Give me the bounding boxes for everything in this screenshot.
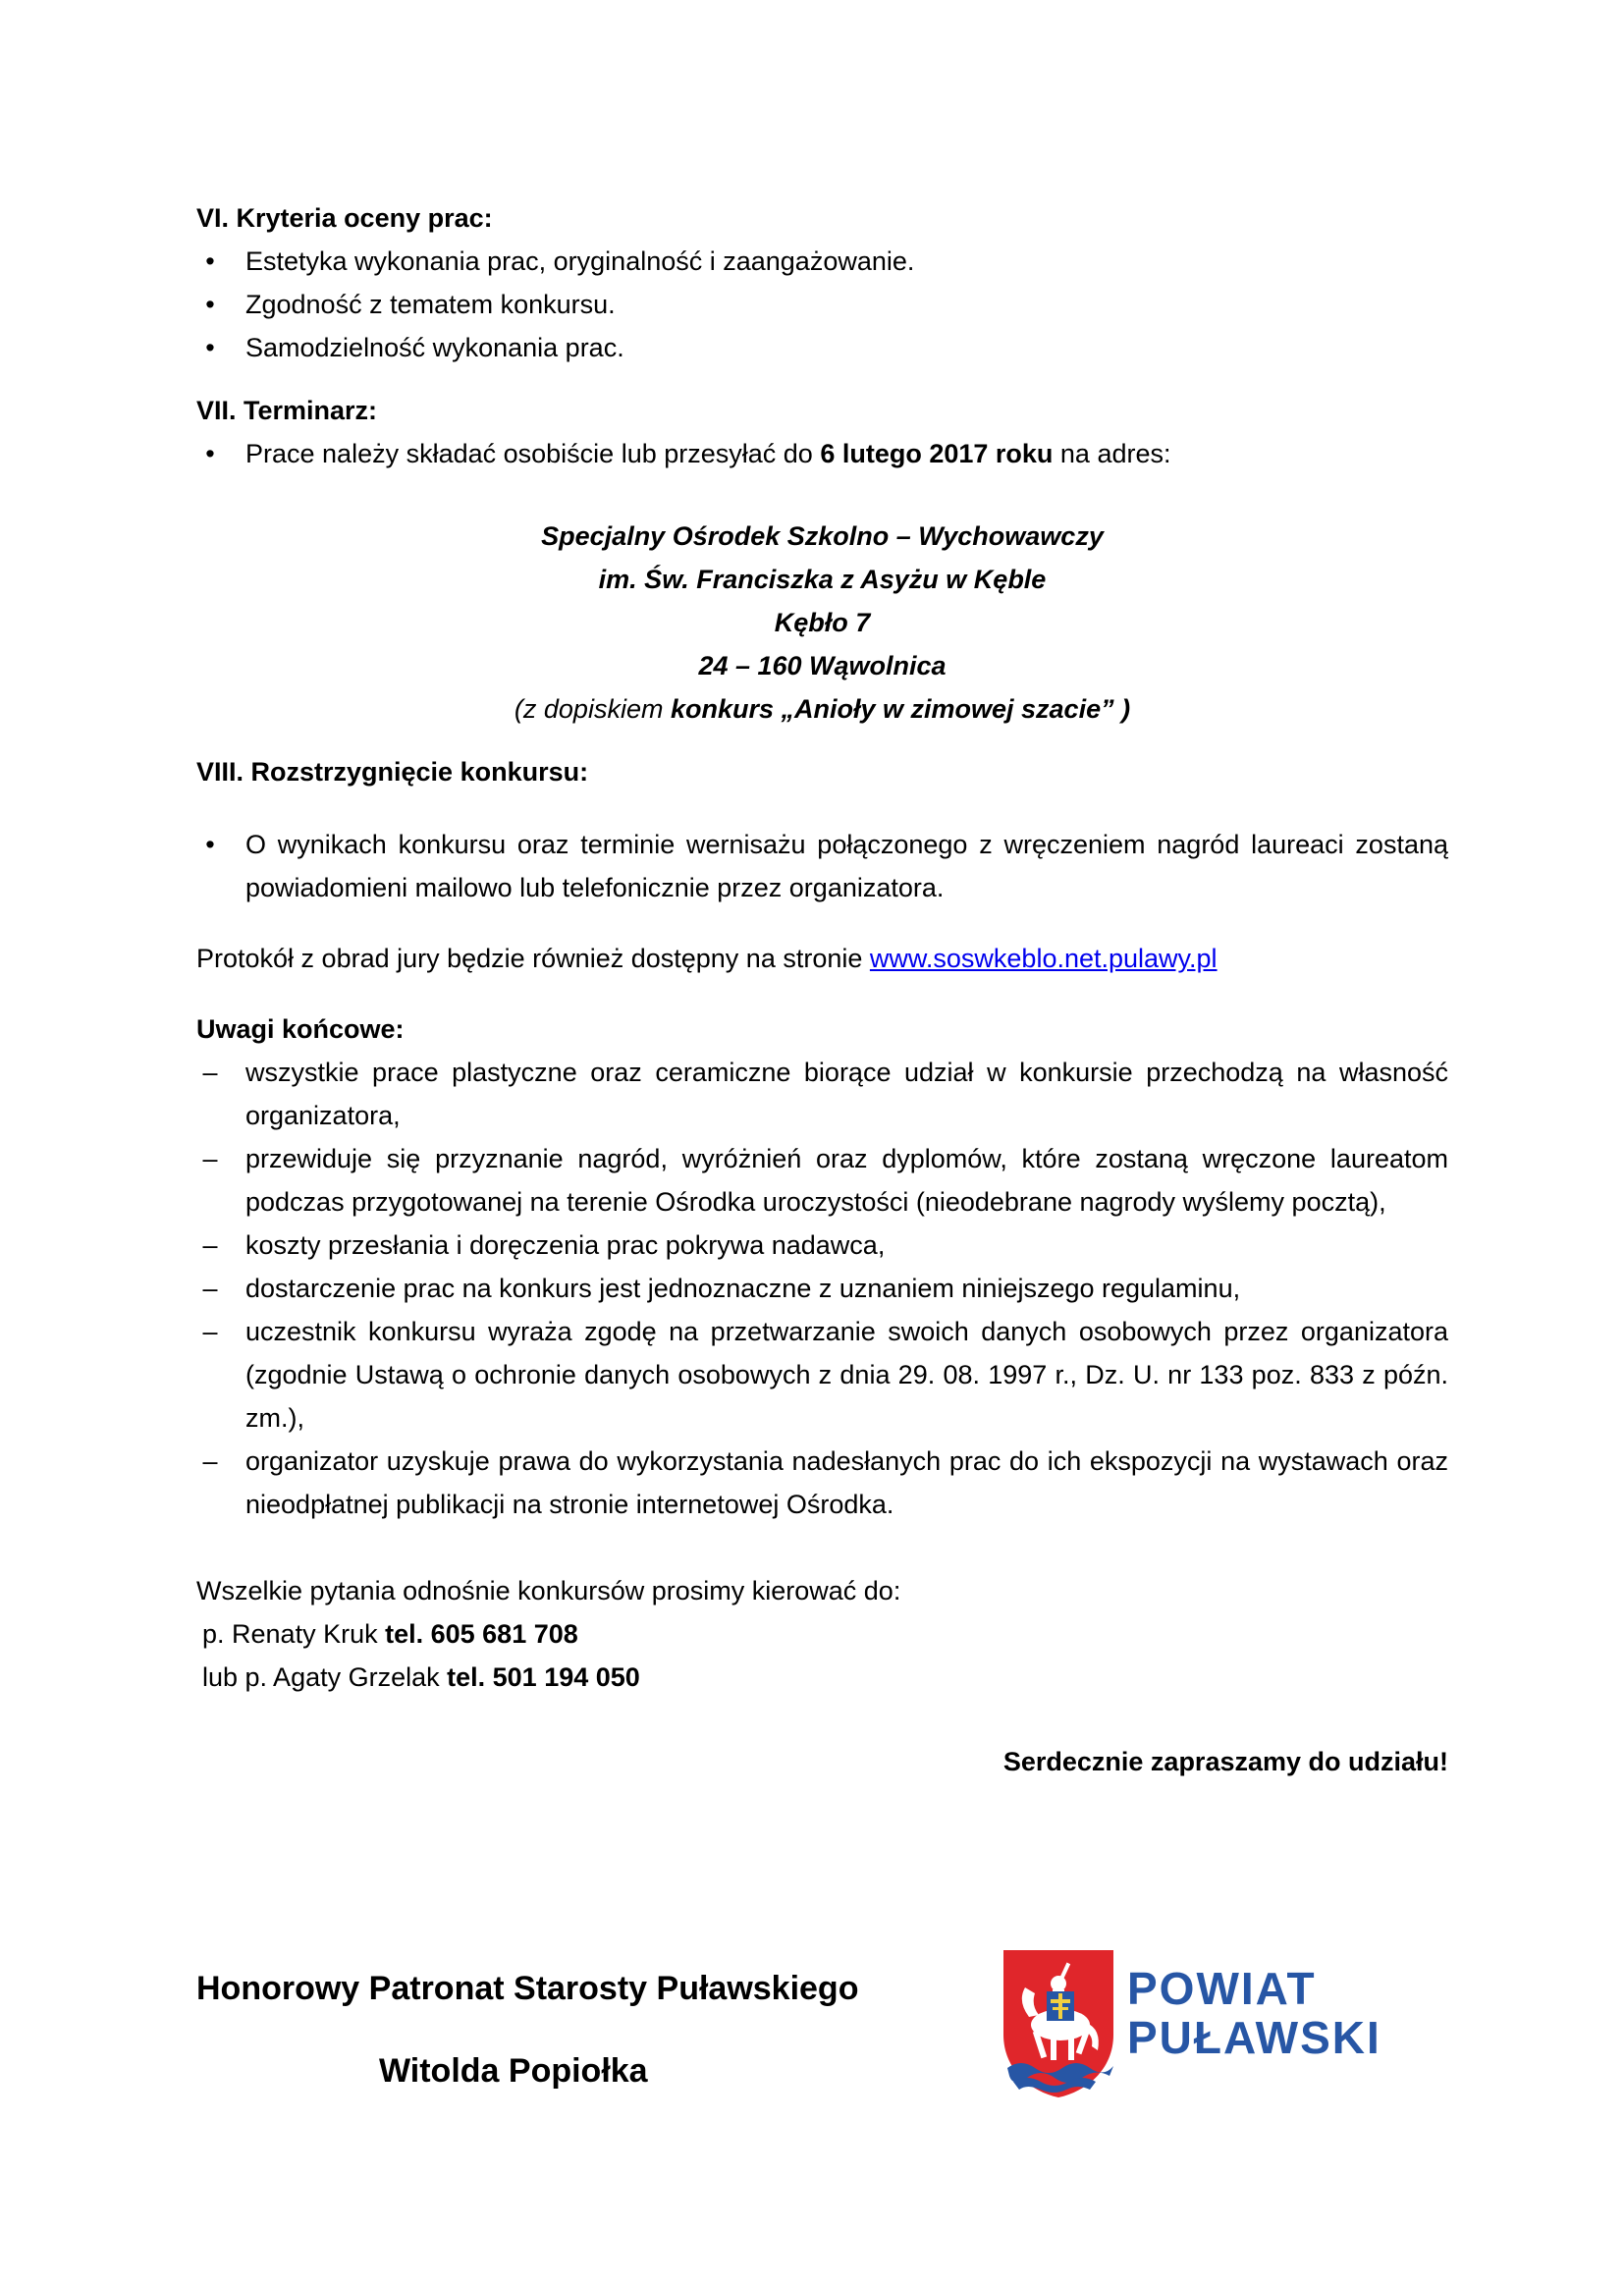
dash-icon: – [202, 1144, 218, 1173]
contact-person: lub p. Agaty Grzelak tel. 501 194 050 [202, 1662, 640, 1692]
section-6-heading: VI. Kryteria oceny prac: [196, 203, 493, 233]
bullet-icon: • [205, 830, 215, 859]
address-line: im. Św. Franciszka z Asyżu w Kęble [598, 565, 1047, 594]
list-item: – przewiduje się przyznanie nagród, wyróżnień oraz dyplomów, które zostaną wręczone laureatom podczas przygotowanej na terenie Ośrodka uroczystości (nieodebrane nagrody wyślemy pocztą), [196, 1137, 1448, 1224]
address-line: (z dopiskiem konkurs „Anioły w zimowej szacie” ) [514, 694, 1131, 724]
document-body [196, 196, 1448, 1783]
list-item: – wszystkie prace plastyczne oraz ceramiczne biorące udział w konkursie przechodzą na własność organizatora, [196, 1051, 1448, 1137]
list-item: • Estetyka wykonania prac, oryginalność i zaangażowanie. [196, 240, 1448, 283]
patronage-title: Honorowy Patronat Starosty Puławskiego [196, 1970, 859, 2007]
phone-number: tel. 605 681 708 [385, 1619, 578, 1649]
coat-of-arms-icon [1000, 1944, 1117, 2101]
contact-person: p. Renaty Kruk tel. 605 681 708 [202, 1619, 578, 1649]
dash-icon: – [202, 1317, 218, 1346]
address-line: Kębło 7 [774, 608, 871, 637]
contact-intro: Wszelkie pytania odnośnie konkursów prosimy kierować do: [196, 1576, 901, 1605]
dash-icon: – [202, 1230, 218, 1260]
bullet-icon: • [205, 333, 215, 362]
section-8-list [196, 823, 1448, 909]
dash-icon: – [202, 1446, 218, 1476]
list-item: • Samodzielność wykonania prac. [196, 326, 1448, 369]
remarks-list [196, 1051, 1448, 1526]
logo-text: POWIAT PUŁAWSKI [1127, 1963, 1381, 2063]
list-item: – dostarczenie prac na konkurs jest jednoznaczne z uznaniem niniejszego regulaminu, [196, 1267, 1448, 1310]
bullet-icon: • [205, 439, 215, 468]
patronage-name: Witolda Popiołka [379, 2052, 648, 2090]
list-item: – koszty przesłania i doręczenia prac pokrywa nadawca, [196, 1224, 1448, 1267]
section-7-list [196, 432, 1448, 475]
deadline-date: 6 lutego 2017 roku [820, 439, 1054, 468]
list-item: • Prace należy składać osobiście lub przesyłać do 6 lutego 2017 roku na adres: [196, 432, 1448, 475]
list-item: – uczestnik konkursu wyraża zgodę na przetwarzanie swoich danych osobowych przez organizatora (zgodnie Ustawą o ochronie danych osobowych z dnia 29. 08. 1997 r., Dz. U. nr 133 poz. 833 z późn. zm.), [196, 1310, 1448, 1440]
section-7-heading: VII. Terminarz: [196, 396, 378, 425]
section-8-heading: VIII. Rozstrzygnięcie konkursu: [196, 757, 589, 787]
address-line: 24 – 160 Wąwolnica [698, 651, 947, 680]
dash-icon: – [202, 1058, 218, 1087]
phone-number: tel. 501 194 050 [447, 1662, 640, 1692]
section-6-list [196, 240, 1448, 369]
website-link[interactable]: www.soswkeblo.net.pulawy.pl [869, 944, 1218, 973]
remarks-heading: Uwagi końcowe: [196, 1014, 405, 1044]
address-line: Specjalny Ośrodek Szkolno – Wychowawczy [541, 521, 1104, 551]
protocol-paragraph: Protokół z obrad jury będzie również dostępny na stronie www.soswkeblo.net.pulawy.pl [196, 944, 1218, 973]
list-item: • Zgodność z tematem konkursu. [196, 283, 1448, 326]
powiat-pulawski-logo [1000, 1944, 1381, 2101]
list-item: • O wynikach konkursu oraz terminie wernisażu połączonego z wręczeniem nagród laureaci zostaną powiadomieni mailowo lub telefonicznie przez organizatora. [196, 823, 1448, 909]
dash-icon: – [202, 1274, 218, 1303]
bullet-icon: • [205, 290, 215, 319]
list-item: – organizator uzyskuje prawa do wykorzystania nadesłanych prac do ich ekspozycji na wystawach oraz nieodpłatnej publikacji na stronie internetowej Ośrodka. [196, 1440, 1448, 1526]
address-block [196, 515, 1448, 731]
closing-invitation: Serdecznie zapraszamy do udziału! [1002, 1747, 1448, 1776]
bullet-icon: • [205, 246, 215, 276]
